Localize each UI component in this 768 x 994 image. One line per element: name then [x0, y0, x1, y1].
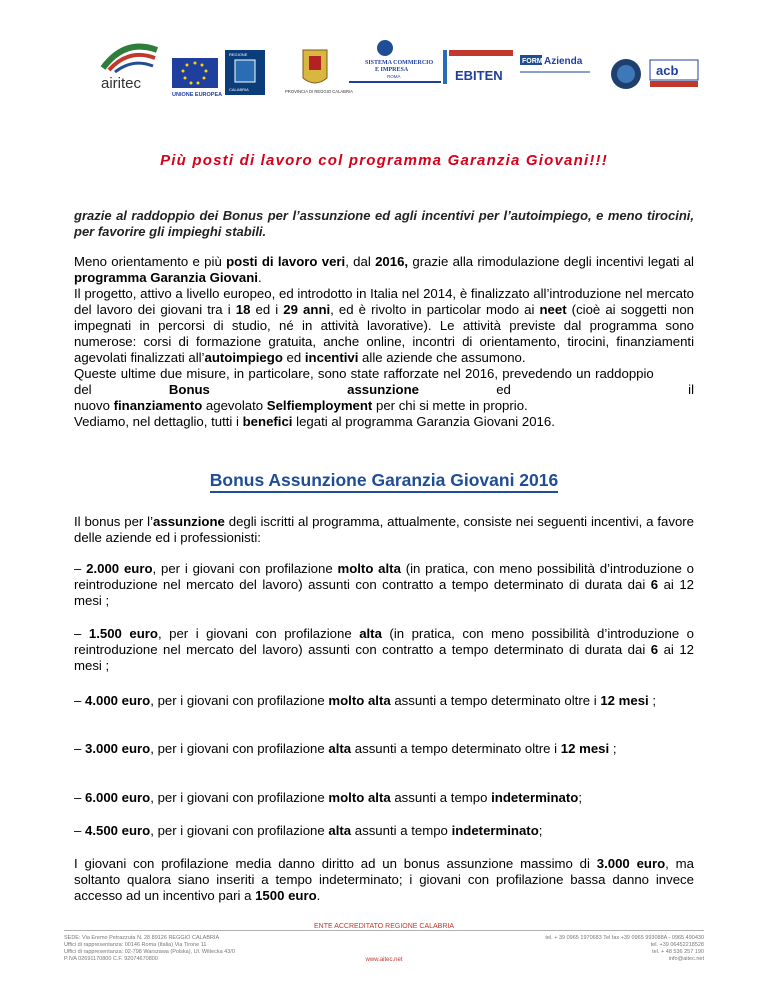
svg-text:PROVINCIA DI REGGIO CALABRIA: PROVINCIA DI REGGIO CALABRIA — [285, 89, 353, 94]
footer-website-link[interactable]: www.aitec.net — [365, 957, 403, 963]
bonus-item-3: – 4.000 euro, per i giovani con profilazione molto alta assunti a tempo determinato oltre i 12 mesi ; — [74, 693, 657, 708]
subtitle: grazie al raddoppio dei Bonus per l’assunzione ed agli incentivi per l’autoimpiego, e meno tirocini, per favorire gli impieghi stabili. — [74, 208, 694, 239]
bonus-item-5: – 6.000 euro, per i giovani con profilazione molto alta assunti a tempo indeterminato; — [74, 790, 582, 805]
svg-text:FORM: FORM — [522, 58, 543, 65]
bonus-intro: Il bonus per l’assunzione degli iscritti al programma, attualmente, consiste nei seguenti incentivi, a favore delle aziende ed i professionisti: — [74, 514, 695, 545]
intro-paragraph-3: Queste ultime due misure, in particolare, sono state rafforzate nel 2016, prevedendo un raddoppio del Bonus assunzione ed il nuovo finanziamento agevolato Selfiemployment per chi si mette in proprio. — [74, 366, 695, 413]
sistema-commercio-logo — [345, 38, 445, 88]
svg-text:ROMA: ROMA — [387, 74, 401, 79]
footer-address: SEDE: Via Eremo Petrazzuta N. 28 89126 REGGIO CALABRIA Uffici di rappresentanza: 00146 Roma (Italia) Via Tirone 11 Uffici di rappresentanza: 02-798 Warszawa (Polska), Ul. Wiltecka 43/0 P.IVA 02691170800 C.F. 92074670800 — [64, 935, 235, 962]
svg-text:Azienda: Azienda — [544, 56, 583, 67]
regione-calabria-logo — [225, 50, 265, 95]
svg-text:acb: acb — [656, 63, 679, 78]
intro-section — [74, 254, 694, 430]
footer-accreditation: ENTE ACCREDITATO REGIONE CALABRIA — [313, 923, 455, 930]
form-azienda-logo — [520, 53, 600, 83]
ebiten-logo — [443, 50, 513, 90]
logo-strip — [95, 38, 695, 98]
intro-paragraph-2: Il progetto, attivo a livello europeo, ed introdotto in Italia nel 2014, è finalizzato all’introduzione nel mercato del lavoro dei giovani tra i 18 ed i 29 anni, ed è rivolto in particolar modo ai neet (cioè ai soggetti non impegnati in percorsi di studio, né in attività lavorative). Le attività previste dal programma sono numerose: corsi di formazione gratuita, anche online, incontri di orientamento, tirocini, finanziamenti agevolati finalizzati all’autoimpiego ed incentivi alle aziende che assumono. — [74, 286, 694, 365]
svg-text:EBITEN: EBITEN — [455, 68, 503, 83]
svg-text:airitec: airitec — [101, 75, 142, 92]
provincia-reggio-logo — [285, 46, 353, 96]
airitec-logo — [95, 38, 165, 96]
page-footer — [64, 923, 704, 971]
bonus-item-1: – 2.000 euro, per i giovani con profilazione molto alta (in pratica, con meno possibilità d’introduzione o reintroduzione nel mercato del lavoro) assunti con contratto a tempo determinato di durata dai 6 ai 12 mesi ; — [74, 561, 695, 608]
circular-seal-logo — [610, 58, 642, 90]
svg-text:UNIONE EUROPEA: UNIONE EUROPEA — [172, 92, 223, 98]
svg-text:E IMPRESA: E IMPRESA — [375, 67, 409, 73]
intro-paragraph-4: Vediamo, nel dettaglio, tutti i benefici legati al programma Garanzia Giovani 2016. — [74, 414, 555, 429]
acb-logo — [650, 60, 698, 88]
footer-contacts: tel. + 39 0965 1970683 Tel fax +39 0965 993088A - 0965 490430 tel. +39 06452218528 tel. + 48 536 257 190 info@aitec.net — [545, 935, 704, 962]
bonus-item-4: – 3.000 euro, per i giovani con profilazione alta assunti a tempo determinato oltre i 12 mesi ; — [74, 741, 617, 756]
bonus-item-6: – 4.500 euro, per i giovani con profilazione alta assunti a tempo indeterminato; — [74, 823, 543, 838]
eu-flag-logo — [170, 58, 223, 98]
svg-text:CALABRIA: CALABRIA — [229, 87, 249, 92]
closing-paragraph: I giovani con profilazione media danno diritto ad un bonus assunzione massimo di 3.000 euro, ma soltanto qualora siano inseriti a tempo indeterminato; i giovani con profilazione bassa danno invece accesso ad un incentivo pari a 1500 euro. — [74, 856, 694, 903]
bonus-item-2: – 1.500 euro, per i giovani con profilazione alta (in pratica, con meno possibilità d’introduzione o reintroduzione nel mercato del lavoro) assunti con contratto a tempo determinato di durata dai 6 ai 12 mesi ; — [74, 626, 695, 673]
intro-paragraph-1: Meno orientamento e più posti di lavoro veri, dal 2016, grazie alla rimodulazione degli incentivi legati al programma Garanzia Giovani. — [74, 254, 694, 285]
svg-text:SISTEMA COMMERCIO: SISTEMA COMMERCIO — [365, 60, 434, 66]
svg-text:REGIONE: REGIONE — [229, 52, 248, 57]
page-title: Più posti di lavoro col programma Garanzia Giovani!!! — [160, 152, 608, 169]
section-heading: Bonus Assunzione Garanzia Giovani 2016 — [0, 470, 768, 491]
